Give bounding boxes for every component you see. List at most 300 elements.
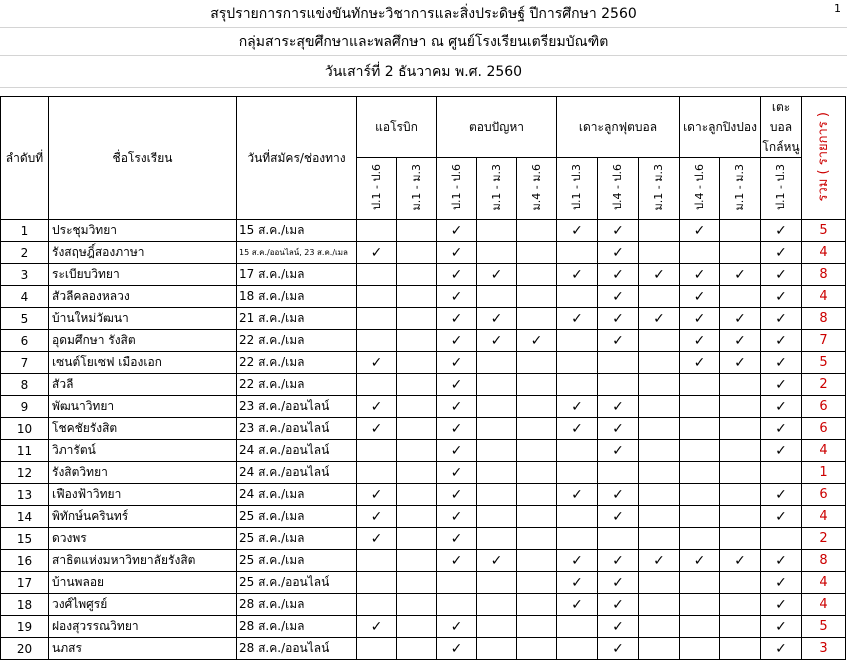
check-mark-icon: ✓ <box>612 442 624 459</box>
check-cell <box>680 440 720 462</box>
check-cell <box>761 220 802 242</box>
row-number: 18 <box>1 594 49 616</box>
row-number: 11 <box>1 440 49 462</box>
check-mark-icon: ✓ <box>775 288 787 305</box>
school-name: ดวงพร <box>49 528 237 550</box>
header-sub-9 <box>720 158 761 220</box>
check-mark-icon: ✓ <box>612 596 624 613</box>
check-cell <box>517 572 557 594</box>
check-cell <box>598 506 639 528</box>
check-mark-icon: ✓ <box>775 420 787 437</box>
check-cell <box>437 330 477 352</box>
registration-date: 24 ส.ค./ออนไลน์ <box>237 462 357 484</box>
check-cell <box>761 572 802 594</box>
check-cell <box>357 462 397 484</box>
check-cell <box>517 396 557 418</box>
check-mark-icon: ✓ <box>370 354 383 371</box>
check-cell <box>720 572 761 594</box>
check-cell <box>517 264 557 286</box>
check-cell <box>557 418 598 440</box>
check-cell <box>517 220 557 242</box>
table-row <box>1 308 846 330</box>
check-cell <box>598 374 639 396</box>
check-mark-icon: ✓ <box>693 552 706 569</box>
check-cell <box>680 594 720 616</box>
check-mark-icon: ✓ <box>571 222 583 239</box>
school-name: ฝองสุวรรณวิทยา <box>49 616 237 638</box>
check-cell <box>357 286 397 308</box>
header-group-0: แอโรบิก <box>357 97 437 158</box>
check-cell <box>639 352 680 374</box>
check-cell <box>720 484 761 506</box>
check-cell <box>557 220 598 242</box>
check-mark-icon: ✓ <box>450 266 463 283</box>
registration-date: 22 ส.ค./เมล <box>237 374 357 396</box>
row-number: 2 <box>1 242 49 264</box>
check-cell <box>639 440 680 462</box>
header-sub-label: ป.1 - ป.6 <box>369 164 383 210</box>
check-mark-icon: ✓ <box>775 398 787 415</box>
check-cell <box>477 286 517 308</box>
check-cell <box>720 264 761 286</box>
check-cell <box>680 506 720 528</box>
check-mark-icon: ✓ <box>775 552 787 569</box>
check-cell <box>680 396 720 418</box>
check-cell <box>477 440 517 462</box>
check-cell <box>557 374 598 396</box>
check-cell <box>357 638 397 660</box>
table-row <box>1 572 846 594</box>
school-name: วงศ์ไพศูรย์ <box>49 594 237 616</box>
check-mark-icon: ✓ <box>612 618 624 635</box>
check-mark-icon: ✓ <box>450 376 463 393</box>
check-cell <box>598 330 639 352</box>
check-mark-icon: ✓ <box>450 222 463 239</box>
check-cell <box>477 396 517 418</box>
row-total: 4 <box>802 286 846 308</box>
check-cell <box>357 264 397 286</box>
check-cell <box>680 286 720 308</box>
check-mark-icon: ✓ <box>450 288 463 305</box>
page-number: 1 <box>834 2 841 15</box>
check-mark-icon: ✓ <box>450 552 463 569</box>
table-row <box>1 242 846 264</box>
check-mark-icon: ✓ <box>653 266 665 283</box>
check-mark-icon: ✓ <box>775 332 787 349</box>
check-cell <box>517 484 557 506</box>
check-cell <box>397 330 437 352</box>
check-cell <box>598 242 639 264</box>
check-mark-icon: ✓ <box>775 222 787 239</box>
check-cell <box>357 330 397 352</box>
check-mark-icon: ✓ <box>693 332 706 349</box>
check-mark-icon: ✓ <box>734 552 746 569</box>
check-cell <box>720 352 761 374</box>
check-cell <box>357 616 397 638</box>
check-cell <box>639 462 680 484</box>
table-row <box>1 220 846 242</box>
check-cell <box>598 286 639 308</box>
check-mark-icon: ✓ <box>693 222 706 239</box>
check-cell <box>397 396 437 418</box>
header-total <box>802 97 846 220</box>
check-cell <box>477 242 517 264</box>
check-mark-icon: ✓ <box>571 420 583 437</box>
check-cell <box>557 308 598 330</box>
check-cell <box>639 550 680 572</box>
check-mark-icon: ✓ <box>612 244 624 261</box>
check-cell <box>639 594 680 616</box>
check-cell <box>761 242 802 264</box>
header-sub-label: ป.1 - ป.3 <box>570 164 583 210</box>
check-cell <box>357 594 397 616</box>
check-mark-icon: ✓ <box>450 354 463 371</box>
check-cell <box>761 264 802 286</box>
row-total: 1 <box>802 462 846 484</box>
check-cell <box>397 220 437 242</box>
check-mark-icon: ✓ <box>450 332 463 349</box>
check-cell <box>437 462 477 484</box>
check-cell <box>680 616 720 638</box>
registration-date: 21 ส.ค./เมล <box>237 308 357 330</box>
school-name: ประชุมวิทยา <box>49 220 237 242</box>
check-cell <box>437 374 477 396</box>
check-cell <box>761 374 802 396</box>
table-row <box>1 616 846 638</box>
check-cell <box>517 330 557 352</box>
header-sub-label: ป.1 - ป.6 <box>449 164 463 210</box>
header-sub-label: ม.1 - ม.3 <box>733 163 746 211</box>
registration-date: 23 ส.ค./ออนไลน์ <box>237 396 357 418</box>
check-cell <box>357 572 397 594</box>
check-cell <box>680 418 720 440</box>
check-cell <box>397 528 437 550</box>
check-mark-icon: ✓ <box>571 596 583 613</box>
check-mark-icon: ✓ <box>370 420 383 437</box>
check-mark-icon: ✓ <box>450 442 463 459</box>
check-cell <box>720 374 761 396</box>
check-cell <box>437 638 477 660</box>
check-cell <box>557 352 598 374</box>
check-cell <box>357 484 397 506</box>
check-mark-icon: ✓ <box>450 508 463 525</box>
row-number: 13 <box>1 484 49 506</box>
check-cell <box>437 550 477 572</box>
check-mark-icon: ✓ <box>734 310 746 327</box>
registration-date: 17 ส.ค./เมล <box>237 264 357 286</box>
check-cell <box>761 506 802 528</box>
check-cell <box>680 572 720 594</box>
check-mark-icon: ✓ <box>490 310 503 327</box>
check-cell <box>720 220 761 242</box>
registration-date: 18 ส.ค./เมล <box>237 286 357 308</box>
check-cell <box>557 462 598 484</box>
header-group-4: เตะบอลโกล์หนู <box>761 97 802 158</box>
check-mark-icon: ✓ <box>450 244 463 261</box>
check-cell <box>437 506 477 528</box>
check-cell <box>437 528 477 550</box>
table-row <box>1 352 846 374</box>
registration-table <box>0 96 846 660</box>
row-total: 2 <box>802 374 846 396</box>
check-cell <box>397 484 437 506</box>
check-cell <box>437 616 477 638</box>
check-cell <box>477 484 517 506</box>
table-row <box>1 374 846 396</box>
check-cell <box>437 594 477 616</box>
check-cell <box>639 528 680 550</box>
check-cell <box>437 286 477 308</box>
check-cell <box>477 528 517 550</box>
check-cell <box>761 594 802 616</box>
header-sub-label: ป.1 - ป.3 <box>774 164 788 210</box>
registration-date: 28 ส.ค./เมล <box>237 616 357 638</box>
check-cell <box>477 264 517 286</box>
check-cell <box>720 242 761 264</box>
check-cell <box>680 352 720 374</box>
school-name: บ้านใหม่วัฒนา <box>49 308 237 330</box>
check-mark-icon: ✓ <box>450 530 463 547</box>
row-number: 17 <box>1 572 49 594</box>
check-cell <box>598 396 639 418</box>
registration-date: 15 ส.ค./ออนไลน์, 23 ส.ค./เมล <box>237 242 357 264</box>
header-sub-0 <box>357 158 397 220</box>
check-cell <box>517 616 557 638</box>
header-sub-5 <box>557 158 598 220</box>
registration-date: 24 ส.ค./เมล <box>237 484 357 506</box>
check-cell <box>761 616 802 638</box>
check-cell <box>761 528 802 550</box>
check-mark-icon: ✓ <box>612 420 624 437</box>
check-mark-icon: ✓ <box>490 552 503 569</box>
check-cell <box>720 418 761 440</box>
check-mark-icon: ✓ <box>612 310 624 327</box>
check-cell <box>639 484 680 506</box>
check-cell <box>517 550 557 572</box>
check-mark-icon: ✓ <box>612 332 624 349</box>
school-name: สัวลี <box>49 374 237 396</box>
check-mark-icon: ✓ <box>775 486 787 503</box>
row-total: 4 <box>802 440 846 462</box>
check-mark-icon: ✓ <box>370 508 383 525</box>
check-mark-icon: ✓ <box>370 530 383 547</box>
check-cell <box>720 396 761 418</box>
header-group-1: ตอบปัญหา <box>437 97 557 158</box>
check-cell <box>437 418 477 440</box>
check-cell <box>761 484 802 506</box>
check-mark-icon: ✓ <box>612 574 624 591</box>
check-mark-icon: ✓ <box>571 266 583 283</box>
check-cell <box>437 242 477 264</box>
school-name: สาธิตแห่งมหาวิทยาลัยรังสิต <box>49 550 237 572</box>
header-sub-6 <box>598 158 639 220</box>
check-cell <box>680 264 720 286</box>
check-cell <box>761 440 802 462</box>
check-mark-icon: ✓ <box>612 222 624 239</box>
row-number: 12 <box>1 462 49 484</box>
check-cell <box>598 462 639 484</box>
header-sub-label: ม.4 - ม.6 <box>529 163 543 211</box>
check-cell <box>557 506 598 528</box>
check-cell <box>598 616 639 638</box>
check-cell <box>477 352 517 374</box>
check-cell <box>557 616 598 638</box>
registration-date: 25 ส.ค./เมล <box>237 528 357 550</box>
check-cell <box>397 550 437 572</box>
check-cell <box>397 264 437 286</box>
check-cell <box>680 374 720 396</box>
check-cell <box>477 374 517 396</box>
header-no: ลำดับที่ <box>1 97 49 220</box>
header-sub-1 <box>397 158 437 220</box>
check-mark-icon: ✓ <box>370 618 383 635</box>
row-total: 5 <box>802 616 846 638</box>
check-cell <box>598 264 639 286</box>
school-name: อุดมศึกษา รังสิต <box>49 330 237 352</box>
header-sub-label: ป.4 - ป.6 <box>692 164 706 210</box>
check-cell <box>639 396 680 418</box>
check-cell <box>557 264 598 286</box>
table-row <box>1 462 846 484</box>
check-cell <box>598 308 639 330</box>
check-cell <box>761 550 802 572</box>
check-cell <box>397 374 437 396</box>
header-total-label: รวม ( รายการ ) <box>816 111 832 202</box>
check-cell <box>557 638 598 660</box>
check-mark-icon: ✓ <box>612 508 624 525</box>
check-cell <box>720 528 761 550</box>
check-cell <box>477 550 517 572</box>
table-row <box>1 594 846 616</box>
check-cell <box>680 330 720 352</box>
check-cell <box>517 638 557 660</box>
check-cell <box>437 220 477 242</box>
check-cell <box>720 638 761 660</box>
check-cell <box>437 484 477 506</box>
check-mark-icon: ✓ <box>370 244 383 261</box>
check-cell <box>557 330 598 352</box>
table-row <box>1 638 846 660</box>
registration-date: 22 ส.ค./เมล <box>237 330 357 352</box>
check-mark-icon: ✓ <box>775 596 787 613</box>
check-cell <box>680 528 720 550</box>
school-name: ระเบียบวิทยา <box>49 264 237 286</box>
check-cell <box>437 308 477 330</box>
row-number: 4 <box>1 286 49 308</box>
check-cell <box>557 286 598 308</box>
check-mark-icon: ✓ <box>775 640 787 657</box>
check-mark-icon: ✓ <box>775 618 787 635</box>
header-sub-label: ป.4 - ป.6 <box>611 164 624 210</box>
row-number: 20 <box>1 638 49 660</box>
check-cell <box>357 550 397 572</box>
check-cell <box>397 418 437 440</box>
school-name: สัวลีคลองหลวง <box>49 286 237 308</box>
table-row <box>1 418 846 440</box>
header-group-2: เดาะลูกฟุตบอล <box>557 97 680 158</box>
check-cell <box>477 462 517 484</box>
row-total: 4 <box>802 506 846 528</box>
row-total: 8 <box>802 308 846 330</box>
row-total: 5 <box>802 352 846 374</box>
check-mark-icon: ✓ <box>775 354 787 371</box>
check-cell <box>639 286 680 308</box>
check-mark-icon: ✓ <box>450 640 463 657</box>
row-total: 3 <box>802 638 846 660</box>
check-cell <box>477 638 517 660</box>
table-row <box>1 484 846 506</box>
row-total: 7 <box>802 330 846 352</box>
row-number: 14 <box>1 506 49 528</box>
check-cell <box>357 528 397 550</box>
check-cell <box>598 594 639 616</box>
check-cell <box>598 220 639 242</box>
check-cell <box>517 352 557 374</box>
check-mark-icon: ✓ <box>734 332 746 349</box>
check-mark-icon: ✓ <box>450 420 463 437</box>
check-cell <box>598 418 639 440</box>
check-mark-icon: ✓ <box>775 574 787 591</box>
check-cell <box>761 638 802 660</box>
check-cell <box>357 396 397 418</box>
check-cell <box>639 330 680 352</box>
check-cell <box>517 440 557 462</box>
check-cell <box>680 484 720 506</box>
row-number: 1 <box>1 220 49 242</box>
report-date: วันเสาร์ที่ 2 ธันวาคม พ.ศ. 2560 <box>0 56 847 88</box>
check-cell <box>639 418 680 440</box>
registration-date: 28 ส.ค./เมล <box>237 594 357 616</box>
row-number: 10 <box>1 418 49 440</box>
check-cell <box>761 330 802 352</box>
row-number: 6 <box>1 330 49 352</box>
registration-date: 15 ส.ค./เมล <box>237 220 357 242</box>
check-cell <box>477 330 517 352</box>
check-cell <box>437 396 477 418</box>
registration-date: 23 ส.ค./ออนไลน์ <box>237 418 357 440</box>
check-cell <box>357 440 397 462</box>
check-cell <box>639 506 680 528</box>
check-mark-icon: ✓ <box>571 486 583 503</box>
check-cell <box>598 440 639 462</box>
check-mark-icon: ✓ <box>571 574 583 591</box>
check-cell <box>477 308 517 330</box>
row-number: 19 <box>1 616 49 638</box>
school-name: บ้านพลอย <box>49 572 237 594</box>
registration-date: 24 ส.ค./ออนไลน์ <box>237 440 357 462</box>
check-mark-icon: ✓ <box>734 266 746 283</box>
table-row <box>1 440 846 462</box>
check-cell <box>639 308 680 330</box>
check-mark-icon: ✓ <box>612 266 624 283</box>
row-total: 6 <box>802 484 846 506</box>
header-sub-8 <box>680 158 720 220</box>
report-title: สรุปรายการการแข่งขันทักษะวิชาการและสิ่งประดิษฐ์ ปีการศึกษา 2560 <box>0 0 847 28</box>
check-mark-icon: ✓ <box>450 618 463 635</box>
check-cell <box>598 638 639 660</box>
check-cell <box>720 462 761 484</box>
check-cell <box>357 352 397 374</box>
check-cell <box>680 220 720 242</box>
table-row <box>1 550 846 572</box>
check-mark-icon: ✓ <box>775 508 787 525</box>
check-mark-icon: ✓ <box>571 398 583 415</box>
check-mark-icon: ✓ <box>450 464 463 481</box>
row-total: 4 <box>802 594 846 616</box>
check-mark-icon: ✓ <box>370 486 383 503</box>
check-mark-icon: ✓ <box>571 310 583 327</box>
table-row <box>1 264 846 286</box>
